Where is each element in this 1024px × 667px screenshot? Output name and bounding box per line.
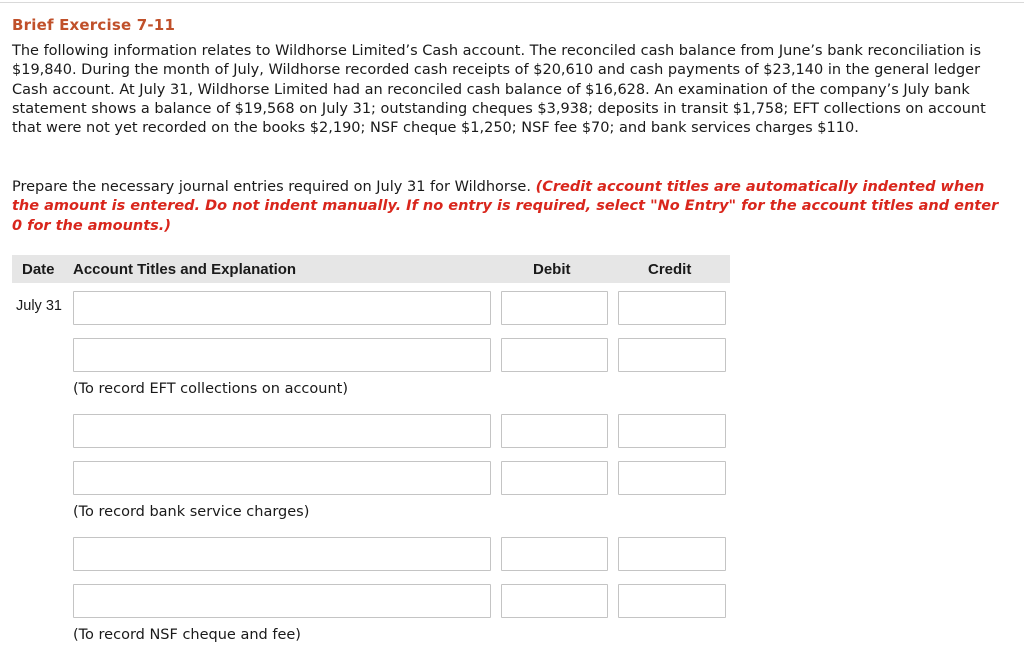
account-title-input[interactable] (73, 537, 491, 571)
credit-input[interactable] (618, 338, 726, 372)
exercise-prompt: Prepare the necessary journal entries required on July 31 for Wildhorse. (12, 179, 531, 195)
credit-input[interactable] (618, 537, 726, 571)
account-title-input[interactable] (73, 584, 491, 618)
account-title-input[interactable] (73, 414, 491, 448)
debit-input[interactable] (501, 461, 608, 495)
account-title-input[interactable] (73, 291, 491, 325)
entry-explanation-eft: (To record EFT collections on account) (73, 381, 348, 397)
exercise-instruction: (Credit account titles are automatically indented when the amount is entered. Do not indent manually. If no entry is required, select "No Entry" for the account titles and enter 0 for the amounts.) (12, 179, 999, 234)
entry-explanation-nsf: (To record NSF cheque and fee) (73, 627, 301, 643)
header-date: Date (22, 261, 55, 278)
header-debit: Debit (533, 261, 571, 278)
credit-input[interactable] (618, 584, 726, 618)
account-title-input[interactable] (73, 461, 491, 495)
account-title-input[interactable] (73, 338, 491, 372)
debit-input[interactable] (501, 291, 608, 325)
entry-date: July 31 (16, 298, 62, 314)
journal-table-header (12, 255, 730, 283)
credit-input[interactable] (618, 414, 726, 448)
debit-input[interactable] (501, 537, 608, 571)
header-account: Account Titles and Explanation (73, 261, 297, 278)
entry-explanation-bank-charges: (To record bank service charges) (73, 504, 310, 520)
exercise-prompt-block (12, 178, 1012, 236)
debit-input[interactable] (501, 338, 608, 372)
exercise-description: The following information relates to Wildhorse Limited’s Cash account. The reconciled cash balance from June’s bank reconciliation is $19,840. During the month of July, Wildhorse recorded cash receipts of $20,610 and cash payments of $23,140 in the general ledger Cash account. At July 31, Wildhorse Limited had an reconciled cash balance of $16,628. An examination of the company’s July bank statement shows a balance of $19,568 on July 31; outstanding cheques $3,938; deposits in transit $1,758; EFT collections on account that were not yet recorded on the books $2,190; NSF cheque $1,250; NSF fee $70; and bank services charges $110. (12, 43, 986, 137)
credit-input[interactable] (618, 291, 726, 325)
top-divider (0, 2, 1024, 3)
header-credit: Credit (648, 261, 692, 278)
credit-input[interactable] (618, 461, 726, 495)
exercise-title: Brief Exercise 7-11 (12, 16, 176, 34)
debit-input[interactable] (501, 584, 608, 618)
debit-input[interactable] (501, 414, 608, 448)
